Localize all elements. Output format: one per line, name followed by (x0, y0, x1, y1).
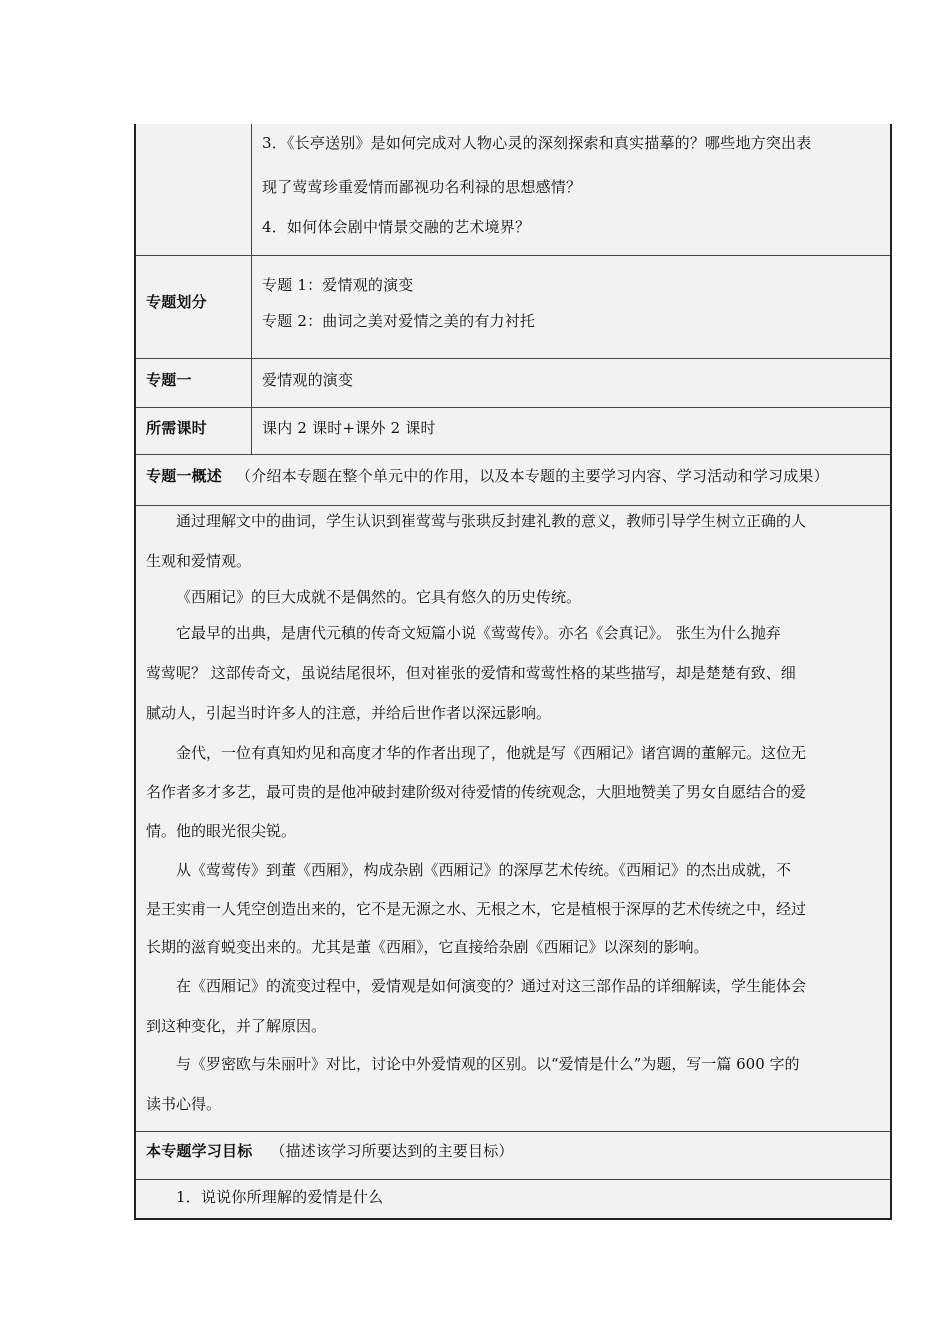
goals-heading (146, 1140, 514, 1161)
row-divider (136, 358, 890, 359)
row-divider (136, 255, 890, 256)
row-divider (136, 407, 890, 408)
row-divider (136, 1179, 890, 1180)
overview-line: 莺莺呢？ 这部传奇文，虽说结尾很坏，但对崔张的爱情和莺莺性格的某些描写，却是楚楚有致、细 (146, 664, 796, 682)
intro-line-2: 现了莺莺珍重爱情而鄙视功名利禄的思想感情？ (262, 178, 582, 196)
overview-line: 金代，一位有真知灼见和高度才华的作者出现了，他就是写《西厢记》诸宫调的董解元。这位无 (176, 744, 807, 762)
overview-heading (146, 465, 829, 486)
topic1-label: 专题一 (146, 371, 192, 389)
document-table (134, 124, 892, 1220)
row-divider (136, 505, 890, 506)
intro-line-1: 3．《长亭送别》是如何完成对人物心灵的深刻探索和真实描摹的？哪些地方突出表 (262, 134, 812, 152)
topic1-value: 爱情观的演变 (262, 371, 354, 389)
hours-label: 所需课时 (146, 419, 207, 437)
goals-item-1: 1．说说你所理解的爱情是什么 (176, 1188, 384, 1206)
goals-label: 本专题学习目标 (146, 1142, 253, 1160)
overview-line: 到这种变化，并了解原因。 (146, 1017, 327, 1035)
overview-line: 《西厢记》的巨大成就不是偶然的。它具有悠久的历史传统。 (176, 588, 582, 606)
overview-line: 与《罗密欧与朱丽叶》对比，讨论中外爱情观的区别。以“爱情是什么”为题，写一篇 600 字的 (176, 1055, 800, 1073)
division-label: 专题划分 (146, 293, 207, 311)
overview-line: 长期的滋育蜕变出来的。尤其是董《西厢》，它直接给杂剧《西厢记》以深刻的影响。 (146, 938, 709, 956)
goals-note: （描述该学习所要达到的主要目标） (270, 1142, 514, 1160)
column-divider (251, 124, 252, 455)
row-divider (136, 454, 890, 455)
overview-line: 腻动人，引起当时许多人的注意，并给后世作者以深远影响。 (146, 704, 552, 722)
hours-value: 课内 2 课时+课外 2 课时 (262, 419, 436, 437)
overview-line: 从《莺莺传》到董《西厢》，构成杂剧《西厢记》的深厚艺术传统。《西厢记》的杰出成就，不 (176, 861, 792, 879)
overview-line: 它最早的出典，是唐代元稹的传奇文短篇小说《莺莺传》。亦名《会真记》。 张生为什么抛弃 (176, 624, 781, 642)
overview-line: 在《西厢记》的流变过程中，爱情观是如何演变的？通过对这三部作品的详细解读，学生能体会 (176, 977, 807, 995)
overview-note: （介绍本专题在整个单元中的作用，以及本专题的主要学习内容、学习活动和学习成果） (236, 467, 829, 485)
overview-line: 名作者多才多艺，最可贵的是他冲破封建阶级对待爱情的传统观念，大胆地赞美了男女自愿结合的爱 (146, 783, 807, 801)
intro-line-3: 4．如何体会剧中情景交融的艺术境界？ (262, 218, 531, 236)
overview-line: 通过理解文中的曲词，学生认识到崔莺莺与张珙反封建礼教的意义，教师引导学生树立正确的人 (176, 512, 807, 530)
overview-line: 生观和爱情观。 (146, 552, 252, 570)
division-item-2: 专题 2：曲词之美对爱情之美的有力衬托 (262, 312, 536, 330)
overview-line: 情。他的眼光很尖锐。 (146, 822, 297, 840)
division-item-1: 专题 1：爱情观的演变 (262, 276, 414, 294)
overview-line: 读书心得。 (146, 1095, 222, 1113)
overview-line: 是王实甫一人凭空创造出来的，它不是无源之水、无根之木，它是植根于深厚的艺术传统之中，经过 (146, 900, 807, 918)
row-divider (136, 1131, 890, 1132)
overview-label: 专题一概述 (146, 467, 223, 485)
